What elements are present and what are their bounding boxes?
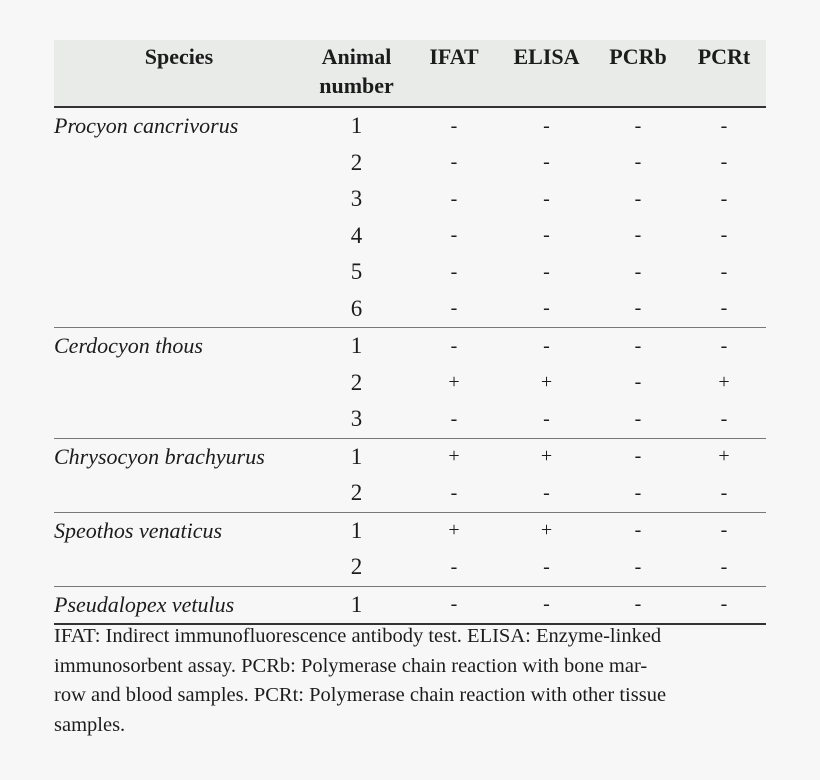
elisa-cell: -: [499, 549, 594, 586]
header-animal-number-line2: number: [319, 73, 394, 98]
header-row: [54, 40, 766, 107]
animal-number-cell: 1: [304, 586, 409, 624]
table-row: [54, 181, 766, 218]
elisa-cell: -: [543, 224, 550, 247]
pcrb-cell: -: [634, 334, 642, 357]
animal-number-cell: 1: [350, 113, 363, 139]
species-cell: [54, 218, 304, 255]
table-row: [54, 365, 766, 402]
ifat-cell: -: [450, 114, 458, 137]
table-row: [54, 328, 766, 365]
ifat-cell: -: [409, 475, 499, 512]
elisa-cell: -: [499, 291, 594, 328]
elisa-cell: -: [499, 475, 594, 512]
table-row: [54, 549, 766, 586]
pcrb-cell: -: [634, 260, 642, 283]
animal-number-cell: 5: [350, 259, 363, 285]
animal-number-cell: 2: [350, 369, 363, 395]
ifat-cell: +: [448, 445, 460, 468]
animal-number-cell: 4: [350, 222, 363, 248]
pcrt-cell: -: [720, 114, 728, 137]
header-elisa: ELISA: [513, 44, 580, 69]
species-cell: [54, 401, 304, 438]
pcrt-cell: -: [682, 586, 766, 624]
ifat-cell: -: [409, 549, 499, 586]
ifat-cell: -: [450, 224, 458, 247]
pcrb-cell: -: [594, 586, 682, 624]
table-body: [54, 107, 766, 624]
elisa-cell: +: [540, 519, 553, 542]
footnote-line: row and blood samples. PCRt: Polymerase chain reaction with other tissue: [54, 684, 667, 706]
elisa-cell: -: [543, 114, 550, 137]
pcrt-cell: -: [720, 224, 728, 247]
elisa-cell: +: [540, 371, 553, 394]
table-row: [54, 218, 766, 255]
species-cell: Procyon cancrivorus: [54, 113, 239, 139]
elisa-cell: +: [540, 445, 553, 468]
pcrt-cell: -: [720, 334, 728, 357]
ifat-cell: -: [409, 401, 499, 438]
table-row: [54, 254, 766, 291]
pcrb-cell: -: [634, 371, 642, 394]
ifat-cell: +: [448, 519, 460, 542]
footnote-line: IFAT: Indirect immunofluorescence antibody test. ELISA: Enzyme-linked: [54, 625, 662, 647]
header-animal-number-line1: Animal: [321, 44, 392, 69]
pcrb-cell: -: [634, 224, 642, 247]
pcrt-cell: -: [720, 151, 728, 174]
species-cell: [54, 291, 304, 328]
species-cell: [54, 475, 304, 512]
elisa-cell: -: [543, 187, 550, 210]
table-header: [54, 40, 766, 107]
header-animal-number: [304, 40, 409, 107]
table-row: [54, 586, 766, 624]
animal-number-cell: 3: [304, 401, 409, 438]
table-footnote: [54, 622, 754, 740]
pcrb-cell: -: [594, 401, 682, 438]
elisa-cell: -: [543, 334, 550, 357]
elisa-cell: -: [543, 260, 550, 283]
results-table: [54, 40, 766, 625]
animal-number-cell: 2: [350, 149, 363, 175]
pcrb-cell: -: [594, 549, 682, 586]
species-cell: [54, 145, 304, 182]
table-row: [54, 145, 766, 182]
header-ifat: IFAT: [429, 44, 479, 69]
species-cell: [54, 181, 304, 218]
pcrb-cell: -: [594, 475, 682, 512]
pcrb-cell: -: [634, 445, 642, 468]
species-cell: Speothos venaticus: [54, 517, 223, 543]
pcrb-cell: -: [634, 114, 642, 137]
ifat-cell: +: [448, 371, 460, 394]
species-cell: [54, 549, 304, 586]
pcrt-cell: -: [682, 475, 766, 512]
species-cell: Chrysocyon brachyurus: [54, 443, 265, 469]
pcrb-cell: -: [634, 519, 642, 542]
ifat-cell: -: [450, 151, 458, 174]
table-row: [54, 291, 766, 328]
species-cell: [54, 254, 304, 291]
footnote-line: samples.: [54, 713, 126, 736]
table-row: [54, 512, 766, 549]
animal-number-cell: 2: [304, 475, 409, 512]
table-row: [54, 107, 766, 145]
elisa-cell: -: [499, 586, 594, 624]
ifat-cell: -: [450, 334, 458, 357]
ifat-cell: -: [450, 260, 458, 283]
animal-number-cell: 3: [350, 186, 363, 212]
header-pcrt: PCRt: [697, 44, 751, 69]
results-table-container: [54, 40, 766, 625]
pcrt-cell: -: [682, 401, 766, 438]
pcrt-cell: -: [682, 291, 766, 328]
pcrt-cell: -: [720, 519, 728, 542]
footnote-line: immunosorbent assay. PCRb: Polymerase chain reaction with bone mar-: [54, 654, 648, 677]
animal-number-cell: 1: [350, 443, 363, 469]
header-species: Species: [144, 44, 214, 69]
pcrt-cell: +: [718, 445, 730, 468]
animal-number-cell: 1: [350, 517, 363, 543]
pcrt-cell: -: [720, 260, 728, 283]
elisa-cell: -: [543, 151, 550, 174]
table-row: [54, 475, 766, 512]
ifat-cell: -: [409, 586, 499, 624]
species-cell: Pseudalopex vetulus: [54, 586, 304, 624]
animal-number-cell: 1: [350, 333, 363, 359]
pcrt-cell: +: [718, 371, 730, 394]
pcrt-cell: -: [682, 549, 766, 586]
header-pcrb: PCRb: [609, 44, 667, 69]
species-cell: [54, 365, 304, 402]
animal-number-cell: 6: [304, 291, 409, 328]
animal-number-cell: 2: [304, 549, 409, 586]
ifat-cell: -: [450, 187, 458, 210]
elisa-cell: -: [499, 401, 594, 438]
ifat-cell: -: [409, 291, 499, 328]
pcrt-cell: -: [720, 187, 728, 210]
species-cell: Cerdocyon thous: [54, 333, 203, 359]
pcrb-cell: -: [634, 187, 642, 210]
pcrb-cell: -: [594, 291, 682, 328]
pcrb-cell: -: [634, 151, 642, 174]
table-row: [54, 438, 766, 475]
table-row: [54, 401, 766, 438]
